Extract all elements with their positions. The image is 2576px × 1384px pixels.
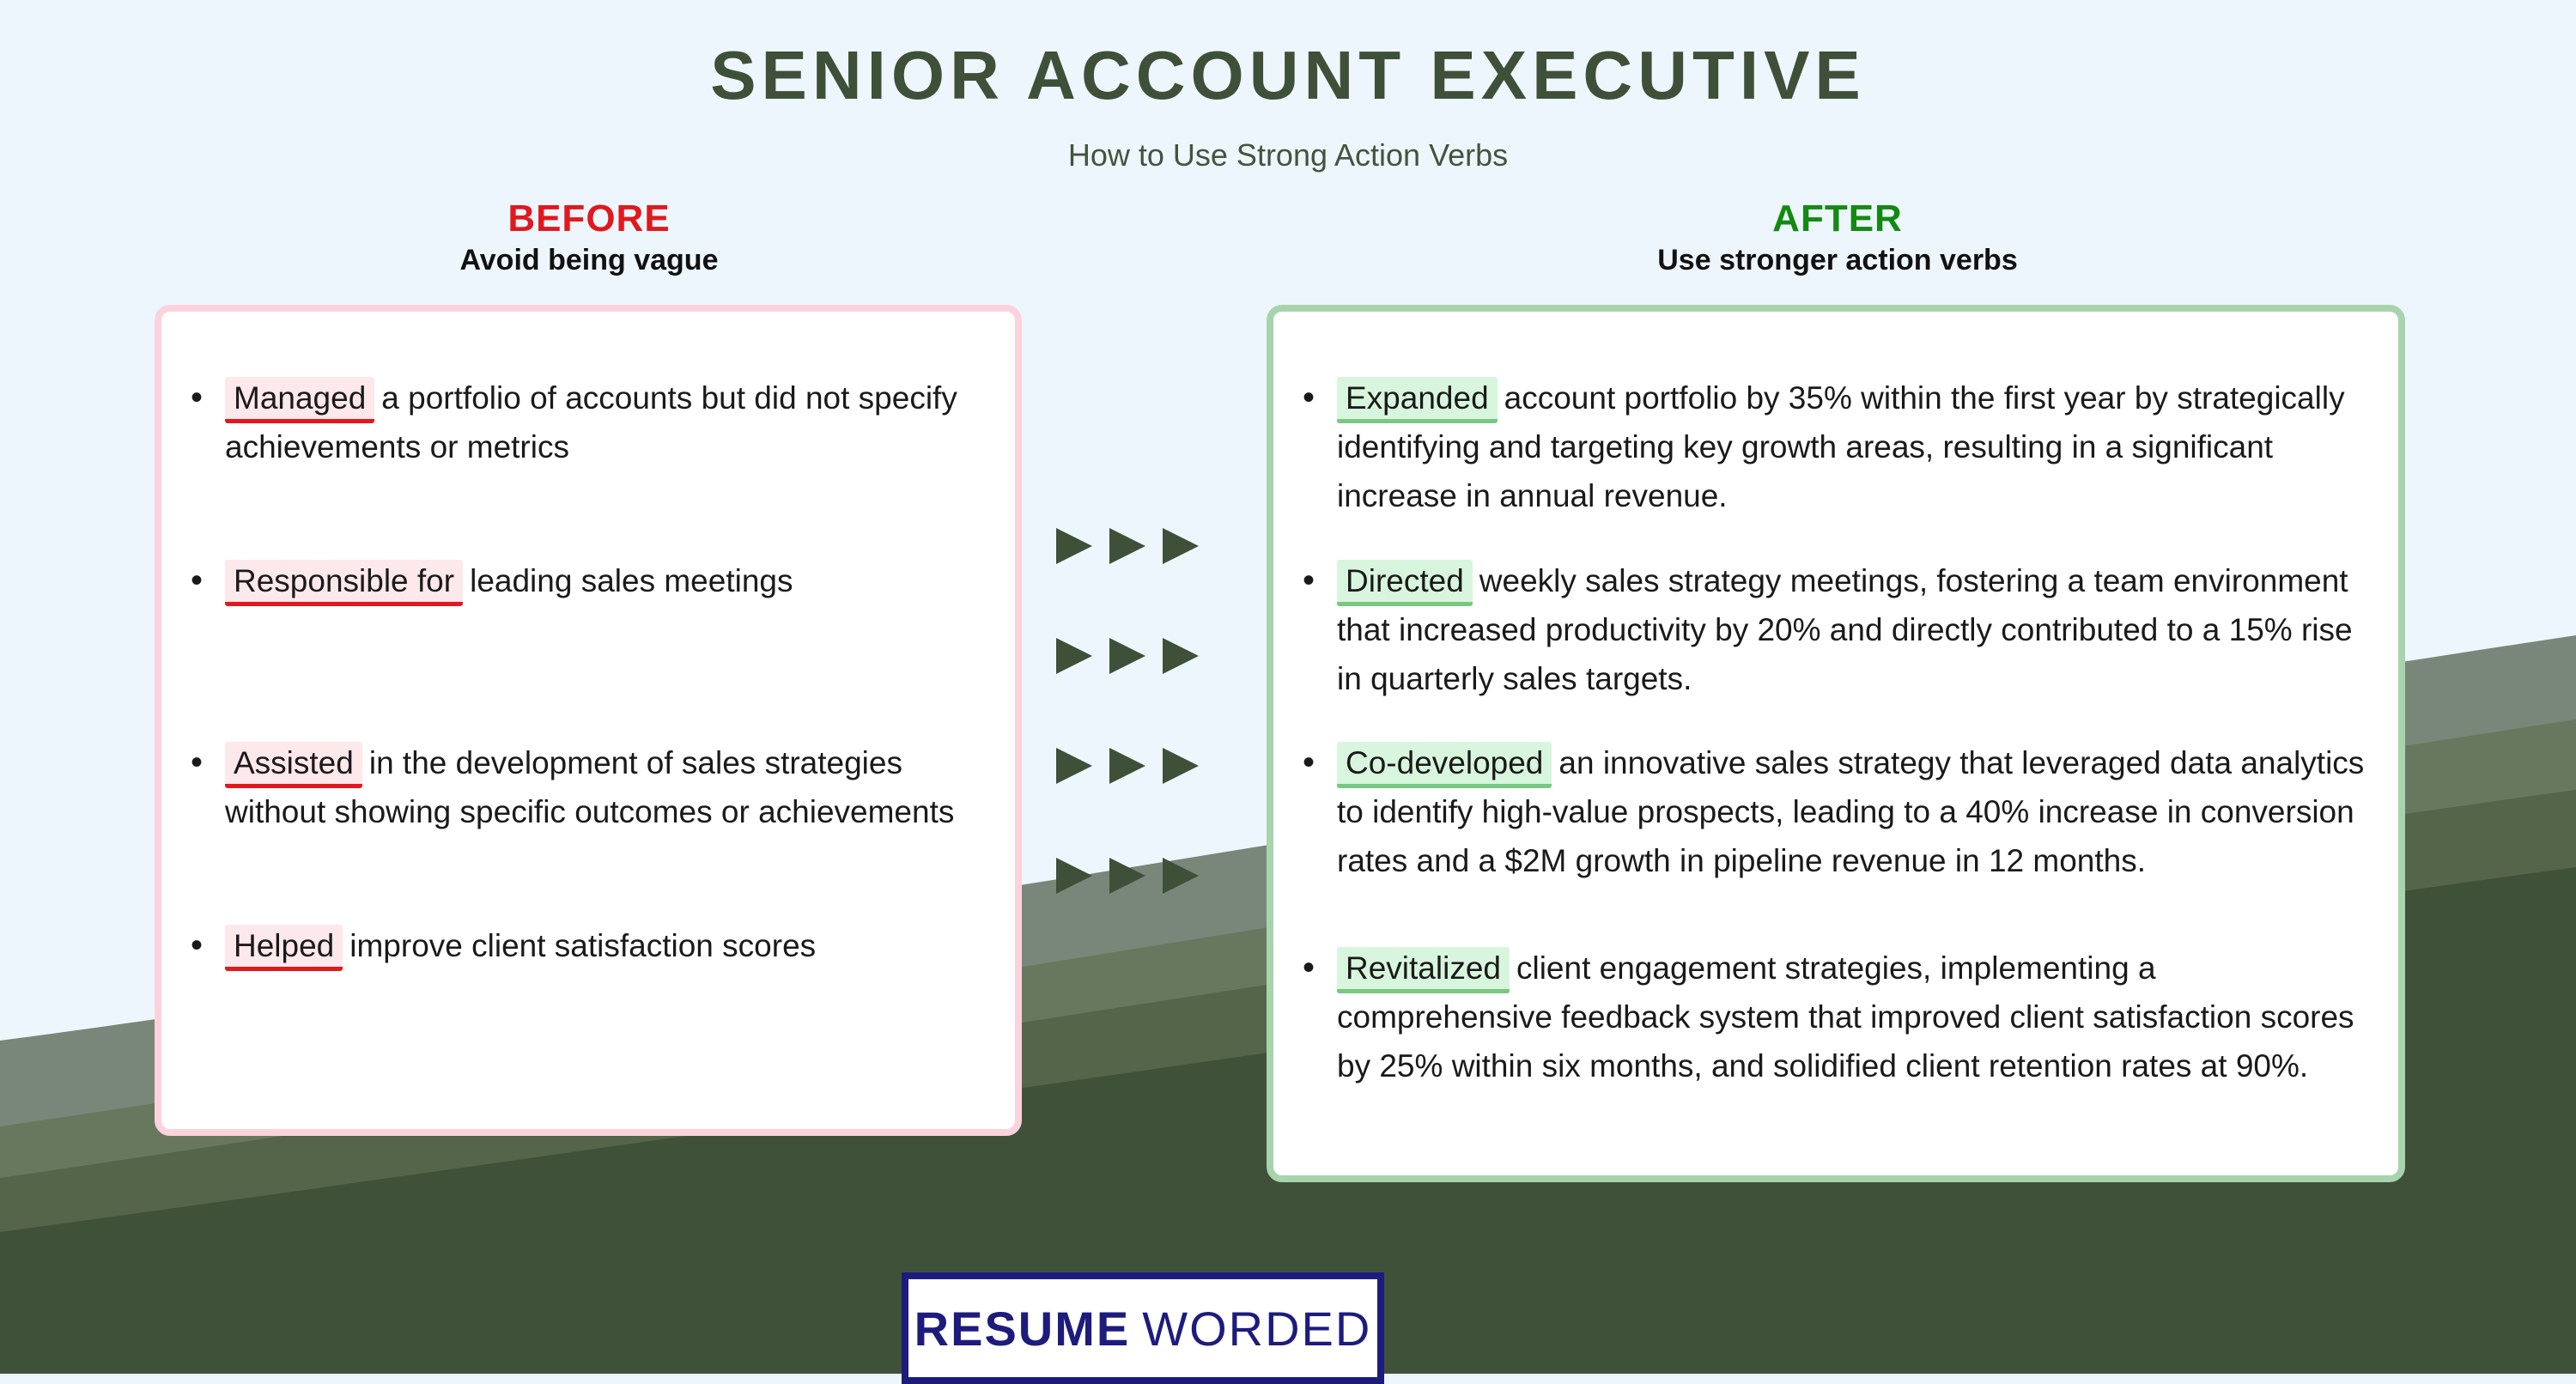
list-item bbox=[191, 921, 998, 970]
play-arrow-icon bbox=[1109, 528, 1145, 564]
page-title: SENIOR ACCOUNT EXECUTIVE bbox=[710, 37, 1866, 113]
weak-verb: Assisted bbox=[225, 742, 362, 788]
resume-worded-logo bbox=[902, 1272, 1384, 1384]
arrow-group bbox=[1056, 748, 1228, 784]
play-arrow-icon bbox=[1056, 528, 1092, 564]
bullet-dot-icon: • bbox=[191, 744, 204, 781]
before-panel bbox=[155, 305, 1022, 1136]
arrow-group bbox=[1056, 528, 1228, 564]
play-arrow-icon bbox=[1163, 748, 1199, 784]
after-label: AFTER bbox=[1772, 197, 1903, 240]
list-item bbox=[1303, 556, 2376, 703]
play-arrow-icon bbox=[1109, 638, 1145, 674]
weak-verb: Managed bbox=[225, 377, 374, 423]
play-arrow-icon bbox=[1056, 858, 1092, 894]
play-arrow-icon bbox=[1056, 638, 1092, 674]
play-arrow-icon bbox=[1163, 528, 1199, 564]
bullet-dot-icon: • bbox=[1303, 561, 1315, 599]
list-item bbox=[191, 738, 998, 836]
item-text: a portfolio of accounts but did not specify achievements or metrics bbox=[225, 380, 957, 464]
after-panel bbox=[1267, 305, 2405, 1182]
strong-verb: Directed bbox=[1337, 560, 1473, 606]
before-heading bbox=[160, 197, 1018, 277]
play-arrow-icon bbox=[1109, 858, 1145, 894]
after-sublabel: Use stronger action verbs bbox=[1657, 244, 2018, 276]
before-label: BEFORE bbox=[507, 197, 671, 240]
bullet-dot-icon: • bbox=[1303, 744, 1315, 781]
bullet-dot-icon: • bbox=[1303, 949, 1315, 986]
play-arrow-icon bbox=[1109, 748, 1145, 784]
list-item bbox=[1303, 738, 2376, 885]
item-text: weekly sales strategy meetings, fostering a team environment that increased productivity by 20% and directly contributed to a 15% rise in quarterly sales targets. bbox=[1337, 563, 2353, 696]
list-item bbox=[1303, 944, 2376, 1090]
strong-verb: Co-developed bbox=[1337, 742, 1552, 788]
bullet-dot-icon: • bbox=[191, 561, 204, 599]
strong-verb: Expanded bbox=[1337, 377, 1498, 423]
bullet-dot-icon: • bbox=[1303, 379, 1315, 416]
logo-part-1: RESUME bbox=[914, 1301, 1131, 1356]
item-text: account portfolio by 35% within the first year by strategically identifying and targeting key growth areas, resulting in a significant increase in annual revenue. bbox=[1337, 380, 2345, 513]
after-heading bbox=[1271, 197, 2404, 277]
play-arrow-icon bbox=[1056, 748, 1092, 784]
strong-verb: Revitalized bbox=[1337, 947, 1510, 993]
weak-verb: Helped bbox=[225, 925, 343, 971]
bullet-dot-icon: • bbox=[191, 379, 204, 416]
arrow-group bbox=[1056, 858, 1228, 894]
play-arrow-icon bbox=[1163, 858, 1199, 894]
item-text: leading sales meetings bbox=[470, 563, 793, 598]
play-arrow-icon bbox=[1163, 638, 1199, 674]
list-item bbox=[191, 373, 998, 471]
arrow-group bbox=[1056, 638, 1228, 674]
list-item bbox=[1303, 373, 2376, 520]
item-text: client engagement strategies, implementing a comprehensive feedback system that improved client satisfaction scores by 25% within six months, and solidified client retention rates at 90%. bbox=[1337, 950, 2354, 1084]
item-text: improve client satisfaction scores bbox=[349, 928, 817, 963]
logo-part-2: WORDED bbox=[1142, 1301, 1372, 1356]
page-subtitle: How to Use Strong Action Verbs bbox=[1067, 137, 1509, 173]
weak-verb: Responsible for bbox=[225, 560, 463, 606]
item-text: an innovative sales strategy that leveraged data analytics to identify high-value prospects, leading to a 40% increase in conversion rates and a $2M growth in pipeline revenue in 12 months. bbox=[1337, 745, 2365, 878]
item-text: in the development of sales strategies without showing specific outcomes or achievements bbox=[225, 745, 955, 829]
list-item bbox=[191, 556, 998, 605]
before-sublabel: Avoid being vague bbox=[459, 244, 719, 276]
bullet-dot-icon: • bbox=[191, 926, 204, 964]
